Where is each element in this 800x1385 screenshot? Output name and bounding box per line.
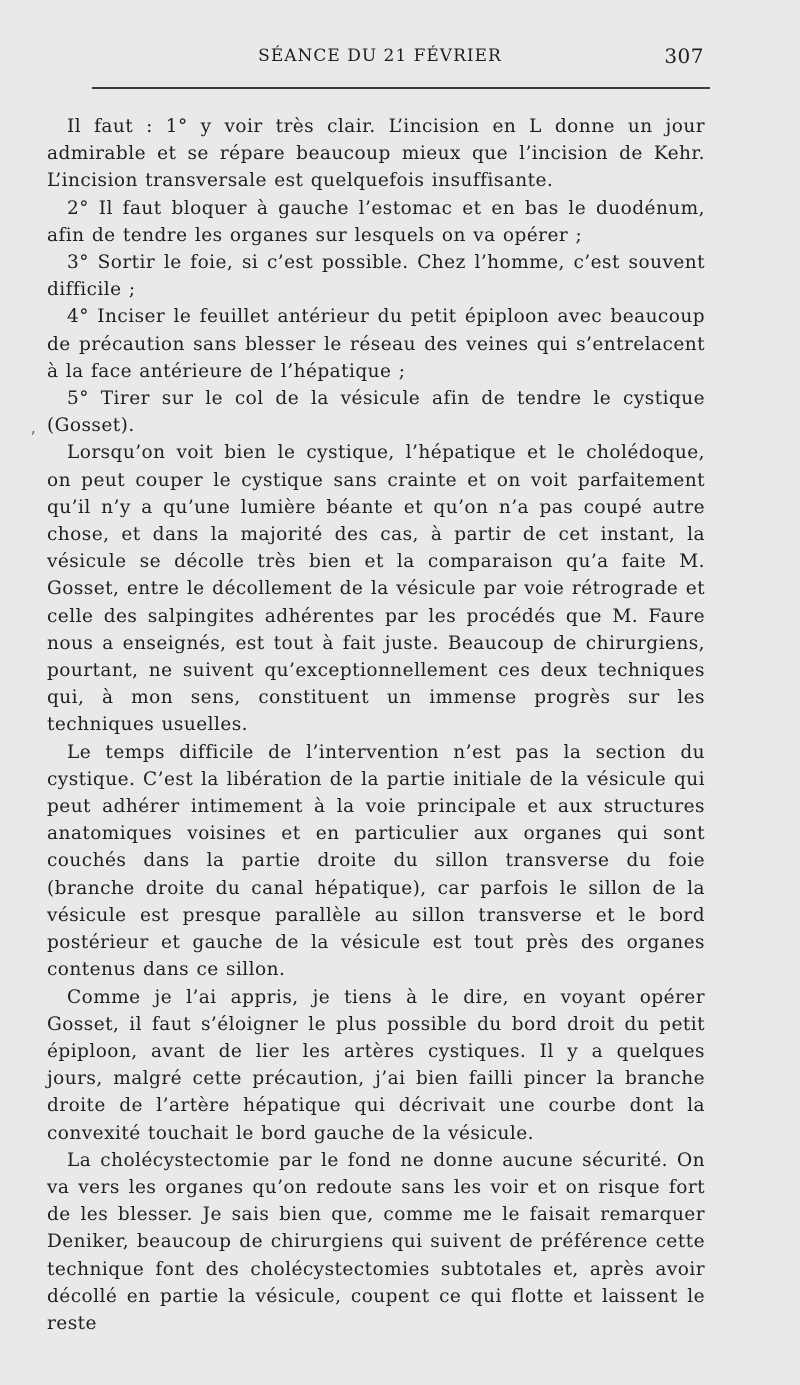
paragraph-8: Comme je l’ai appris, je tiens à le dire, en voyant opérer Gosset, il faut s’éloigner le plus possible du bord droit du petit épiploon, avant de lier les artères cystiques. Il y a quelques jours, malgré cette précaution, j’ai bien failli pincer la branche droite de l’artère hépatique qui décrivait une courbe dont la convexité touchait le bord gauche de la vésicule. [47,986,705,1144]
paragraph-2: 2° Il faut bloquer à gauche l’estomac et en bas le duodénum, afin de tendre les organes sur lesquels on va opérer ; [47,197,705,246]
paragraph-7: Le temps difficile de l’intervention n’est pas la section du cystique. C’est la libération de la partie initiale de la vésicule qui peut adhérer intimement à la voie principale et aux structures anatomiques voisines et en particulier aux organes qui sont couchés dans la partie droite du sillon transverse du foie (branche droite du canal hépatique), car parfois le sillon de la vésicule est presque parallèle au sillon transverse et le bord postérieur et gauche de la vésicule est tout près des organes contenus dans ce sillon. [47,741,705,981]
margin-mark: ʼ [30,428,36,447]
paragraph-4: 4° Inciser le feuillet antérieur du petit épiploon avec beaucoup de précaution sans blesser le réseau des veines qui s’entrelacent à la face antérieure de l’hépatique ; [47,306,705,382]
paragraph-3: 3° Sortir le foie, si c’est possible. Chez l’homme, c’est souvent difficile ; [47,252,705,301]
page-number: 307 [664,44,704,68]
body-text [47,113,705,1337]
paragraph-5: 5° Tirer sur le col de la vésicule afin de tendre le cystique (Gosset). [47,388,705,437]
running-title: SÉANCE DU 21 FÉVRIER [258,46,502,66]
paragraph-9: La cholécystectomie par le fond ne donne aucune sécurité. On va vers les organes qu’on redoute sans les voir et on risque fort de les blesser. Je sais bien que, comme me le faisait remarquer Deniker, beaucoup de chirurgiens qui suivent de préférence cette technique font des cholécystectomies subtotales et, après avoir décollé en partie la vésicule, coupent ce qui flotte et laissent le reste [47,1149,705,1334]
paragraph-1: Il faut : 1° y voir très clair. L’incision en L donne un jour admirable et se répare beaucoup mieux que l’incision de Kehr. L’incision transversale est quelquefois insuffisante. [47,116,705,192]
header-rule [92,87,710,89]
running-header [0,44,800,74]
paragraph-6: Lorsqu’on voit bien le cystique, l’hépatique et le cholédoque, on peut couper le cystique sans crainte et on voit parfaitement qu’il n’y a qu’une lumière béante et qu’on n’a pas coupé autre chose, et dans la majorité des cas, à partir de cet instant, la vésicule se décolle très bien et la comparaison qu’a faite M. Gosset, entre le décollement de la vésicule par voie rétrograde et celle des salpingites adhérentes par les procédés que M. Faure nous a enseignés, est tout à fait juste. Beaucoup de chirurgiens, pourtant, ne suivent qu’exceptionnellement ces deux techniques qui, à mon sens, constituent un immense progrès sur les techniques usuelles. [47,442,705,736]
